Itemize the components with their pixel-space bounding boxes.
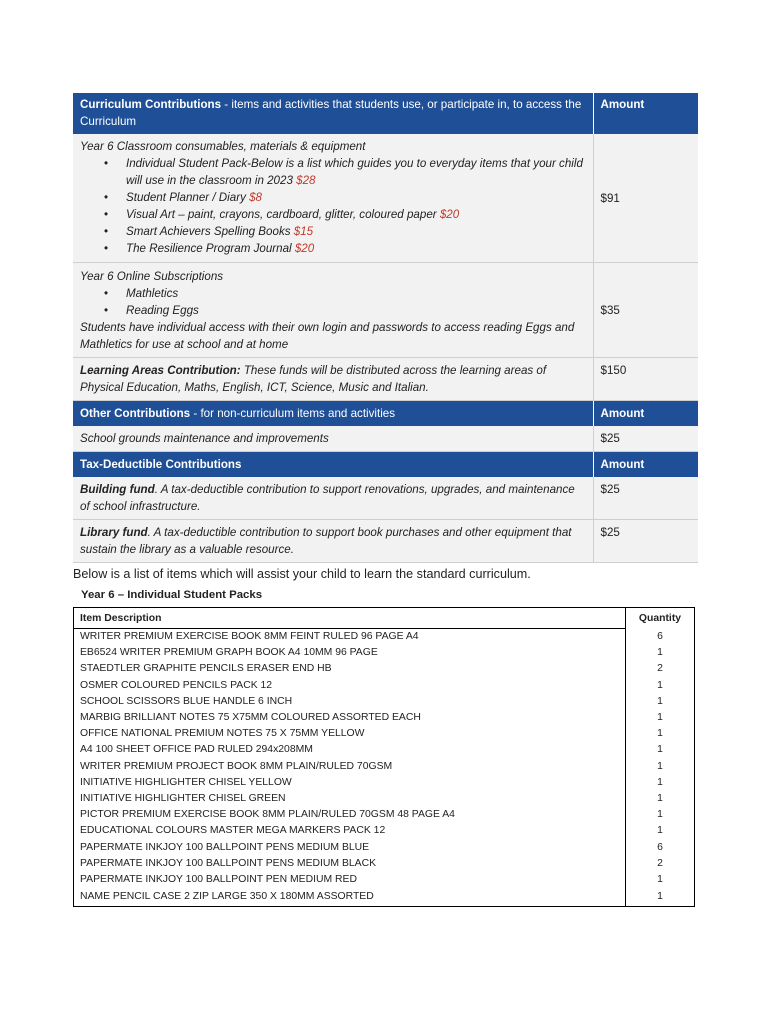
item-quantity: 1 <box>626 710 695 726</box>
other-description: School grounds maintenance and improvements <box>73 426 593 452</box>
learning-row <box>73 358 698 401</box>
building-amount: $25 <box>593 477 698 520</box>
item-quantity: 1 <box>626 742 695 758</box>
item-quantity: 1 <box>626 888 695 907</box>
item-description: INITIATIVE HIGHLIGHTER CHISEL GREEN <box>80 792 286 804</box>
online-description <box>73 263 593 358</box>
list-item: • Reading Eggs <box>104 302 586 319</box>
other-row <box>73 426 698 452</box>
list-item: • The Resilience Program Journal $20 <box>104 240 586 257</box>
table-row <box>74 775 695 791</box>
items-header-row <box>74 608 695 629</box>
other-header-row <box>73 401 698 427</box>
item-description: PAPERMATE INKJOY 100 BALLPOINT PENS MEDIUM BLACK <box>80 857 377 869</box>
item-description: OSMER COLOURED PENCILS PACK 12 <box>80 679 273 691</box>
classroom-title: Year 6 Classroom consumables, materials & equipment <box>80 140 366 153</box>
contributions-table <box>73 93 698 563</box>
item-quantity: 6 <box>626 839 695 855</box>
table-row <box>74 791 695 807</box>
table-row <box>74 823 695 839</box>
library-description: Library fund. A tax-deductible contribution to support book purchases and other equipment that sustain the library as a valuable resource. <box>73 520 593 563</box>
list-item: • Individual Student Pack-Below is a list which guides you to everyday items that your child will use in the classroom in 2023 $28 <box>104 155 586 189</box>
classroom-amount: $91 <box>593 134 698 263</box>
item-quantity: 1 <box>626 791 695 807</box>
list-item: • Visual Art – paint, crayons, cardboard, glitter, coloured paper $20 <box>104 206 586 223</box>
other-header: Other Contributions - for non-curriculum items and activities <box>73 401 593 427</box>
classroom-list <box>80 155 586 257</box>
online-amount: $35 <box>593 263 698 358</box>
table-row <box>74 694 695 710</box>
item-quantity: 1 <box>626 775 695 791</box>
item-quantity: 1 <box>626 823 695 839</box>
item-quantity: 1 <box>626 726 695 742</box>
list-item: • Mathletics <box>104 285 586 302</box>
item-quantity: 1 <box>626 645 695 661</box>
online-title: Year 6 Online Subscriptions <box>80 270 224 283</box>
table-row <box>74 678 695 694</box>
item-description: EB6524 WRITER PREMIUM GRAPH BOOK A4 10MM 96 PAGE <box>80 647 378 659</box>
intro-text: Below is a list of items which will assist your child to learn the standard curriculum. <box>73 567 531 581</box>
item-description: SCHOOL SCISSORS BLUE HANDLE 6 INCH <box>80 695 293 707</box>
item-description-header: Item Description <box>74 608 626 629</box>
item-quantity: 6 <box>626 629 695 646</box>
table-row <box>74 742 695 758</box>
table-row <box>74 759 695 775</box>
table-row <box>74 872 695 888</box>
tax-header-row <box>73 452 698 478</box>
table-row <box>74 839 695 855</box>
list-item: • Smart Achievers Spelling Books $15 <box>104 223 586 240</box>
item-quantity: 2 <box>626 661 695 677</box>
building-description: Building fund. A tax-deductible contribution to support renovations, upgrades, and maintenance of school infrastructure. <box>73 477 593 520</box>
tax-header: Tax-Deductible Contributions <box>73 452 593 478</box>
table-row <box>74 629 695 646</box>
item-description: NAME PENCIL CASE 2 ZIP LARGE 350 X 180MM ASSORTED <box>80 891 374 902</box>
table-row <box>74 807 695 823</box>
amount-header: Amount <box>593 452 698 478</box>
item-description: INITIATIVE HIGHLIGHTER CHISEL YELLOW <box>80 776 292 788</box>
learning-description: Learning Areas Contribution: These funds will be distributed across the learning areas of Physical Education, Maths, English, ICT, Science, Music and Italian. <box>73 358 593 401</box>
items-table <box>73 607 695 907</box>
item-description: PAPERMATE INKJOY 100 BALLPOINT PEN MEDIUM RED <box>80 873 357 885</box>
item-description: WRITER PREMIUM PROJECT BOOK 8MM PLAIN/RULED 70GSM <box>80 760 393 772</box>
item-description: STAEDTLER GRAPHITE PENCILS ERASER END HB <box>80 663 332 675</box>
item-quantity: 1 <box>626 759 695 775</box>
table-row <box>74 888 695 907</box>
item-description: PICTOR PREMIUM EXERCISE BOOK 8MM PLAIN/RULED 70GSM 48 PAGE A4 <box>80 809 455 821</box>
library-row <box>73 520 698 563</box>
item-description: OFFICE NATIONAL PREMIUM NOTES 75 X 75MM YELLOW <box>80 728 365 740</box>
other-amount: $25 <box>593 426 698 452</box>
list-item: • Student Planner / Diary $8 <box>104 189 586 206</box>
online-row <box>73 263 698 358</box>
amount-header: Amount <box>593 401 698 427</box>
learning-amount: $150 <box>593 358 698 401</box>
online-list <box>80 285 586 319</box>
table-row <box>74 856 695 872</box>
item-description: PAPERMATE INKJOY 100 BALLPOINT PENS MEDIUM BLUE <box>80 841 370 853</box>
online-note: Students have individual access with their own login and passwords to access reading Eggs and Mathletics for use at school and at home <box>80 321 575 351</box>
item-quantity: 1 <box>626 872 695 888</box>
table-row <box>74 645 695 661</box>
curriculum-header: Curriculum Contributions - items and activities that students use, or participate in, to access the Curriculum <box>73 93 593 134</box>
pack-title: Year 6 – Individual Student Packs <box>81 589 263 601</box>
classroom-description <box>73 134 593 263</box>
item-quantity: 2 <box>626 856 695 872</box>
table-row <box>74 710 695 726</box>
library-amount: $25 <box>593 520 698 563</box>
classroom-row <box>73 134 698 263</box>
amount-header: Amount <box>593 93 698 134</box>
item-description: A4 100 SHEET OFFICE PAD RULED 294x208MM <box>80 744 313 756</box>
table-row <box>74 661 695 677</box>
item-quantity: 1 <box>626 678 695 694</box>
building-row <box>73 477 698 520</box>
item-description: MARBIG BRILLIANT NOTES 75 X75MM COLOURED ASSORTED EACH <box>80 712 421 724</box>
item-description: EDUCATIONAL COLOURS MASTER MEGA MARKERS PACK 12 <box>80 825 386 837</box>
item-quantity: 1 <box>626 807 695 823</box>
item-quantity: 1 <box>626 694 695 710</box>
curriculum-header-row <box>73 93 698 134</box>
item-description: WRITER PREMIUM EXERCISE BOOK 8MM FEINT RULED 96 PAGE A4 <box>80 631 419 643</box>
table-row <box>74 726 695 742</box>
quantity-header: Quantity <box>626 608 695 629</box>
